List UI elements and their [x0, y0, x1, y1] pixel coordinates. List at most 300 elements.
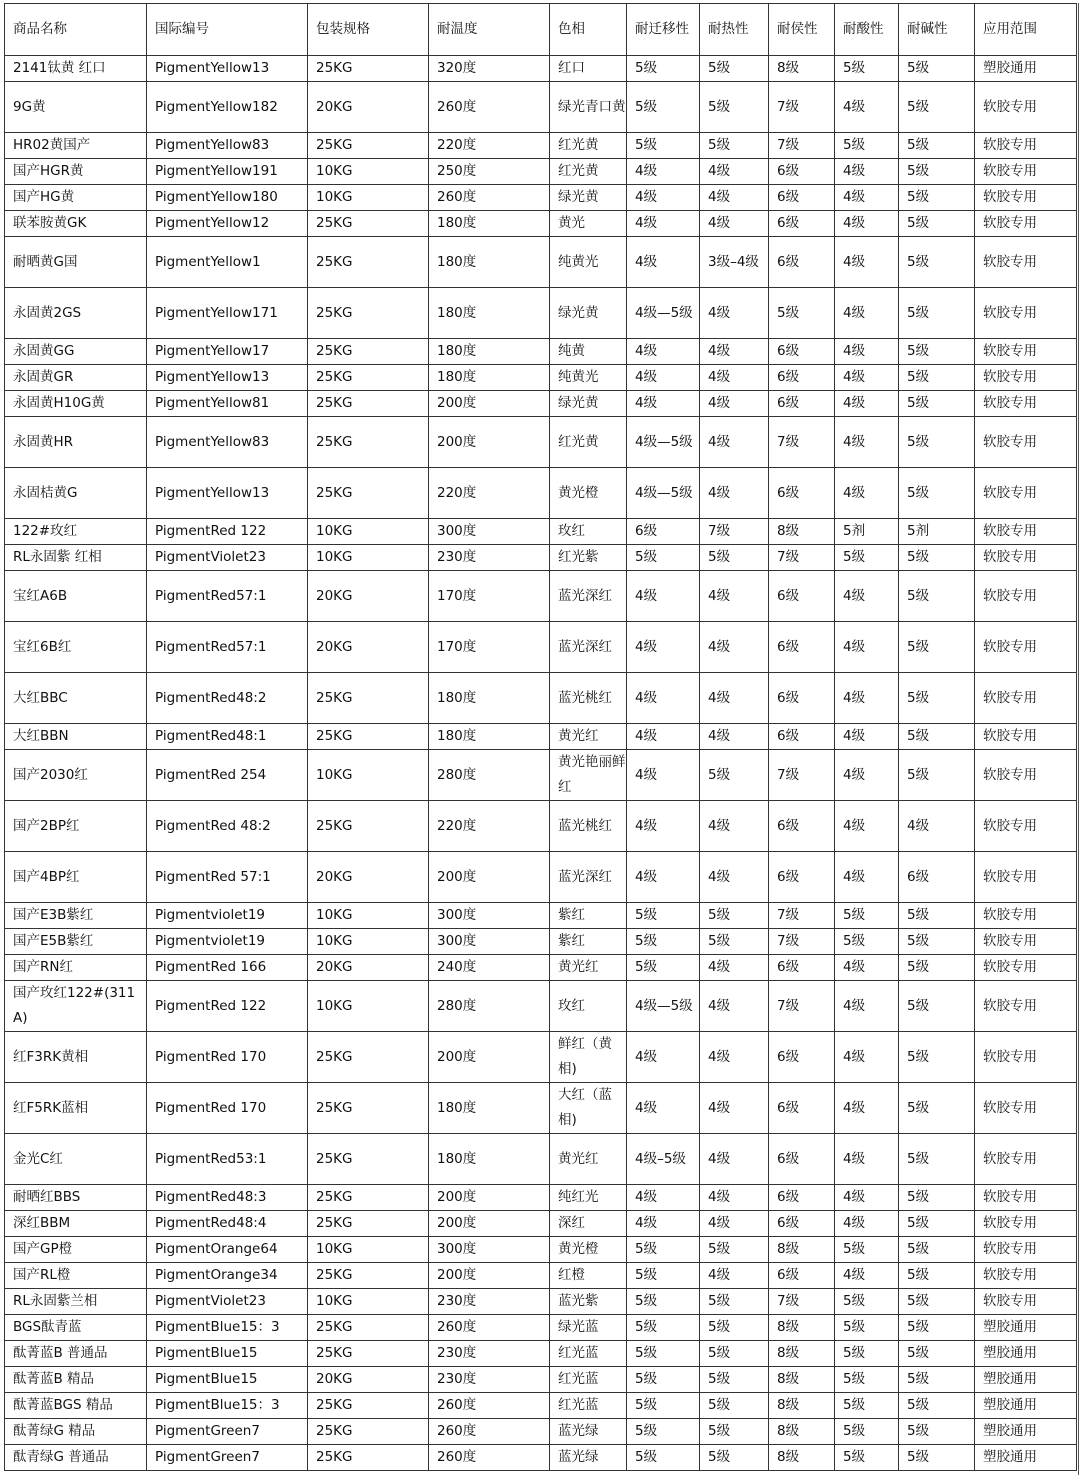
table-row [5, 519, 1077, 545]
cell-intl-code: PigmentGreen7 [147, 1445, 308, 1471]
cell-migration: 4级 [627, 622, 700, 673]
cell-product-name: 金光C红 [5, 1134, 147, 1185]
cell-heat: 5级 [700, 1289, 769, 1315]
cell-application: 软胶专用 [975, 185, 1077, 211]
cell-acid: 5级 [835, 1237, 899, 1263]
cell-package: 10KG [308, 545, 429, 571]
cell-temp-resistance: 200度 [429, 1211, 550, 1237]
cell-weather: 6级 [769, 159, 835, 185]
cell-product-name: 永固桔黄G [5, 468, 147, 519]
cell-product-name: 酞菁蓝B 普通品 [5, 1341, 147, 1367]
cell-product-name: 宝红6B红 [5, 622, 147, 673]
cell-acid: 4级 [835, 981, 899, 1032]
cell-product-name: 永固黄2GS [5, 288, 147, 339]
cell-temp-resistance: 180度 [429, 288, 550, 339]
cell-weather: 7级 [769, 417, 835, 468]
table-row [5, 1393, 1077, 1419]
cell-migration: 4级 [627, 673, 700, 724]
cell-application: 软胶专用 [975, 159, 1077, 185]
cell-weather: 7级 [769, 82, 835, 133]
cell-alkali: 5级 [899, 365, 975, 391]
cell-alkali: 5级 [899, 1289, 975, 1315]
cell-weather: 6级 [769, 1032, 835, 1083]
cell-application: 软胶专用 [975, 237, 1077, 288]
cell-intl-code: PigmentYellow13 [147, 468, 308, 519]
cell-acid: 4级 [835, 673, 899, 724]
cell-application: 软胶专用 [975, 750, 1077, 801]
cell-alkali: 5级 [899, 391, 975, 417]
cell-package: 25KG [308, 211, 429, 237]
cell-weather: 6级 [769, 571, 835, 622]
cell-intl-code: PigmentBlue15：3 [147, 1393, 308, 1419]
cell-temp-resistance: 200度 [429, 391, 550, 417]
cell-acid: 4级 [835, 750, 899, 801]
cell-weather: 6级 [769, 673, 835, 724]
cell-heat: 5级 [700, 903, 769, 929]
cell-package: 25KG [308, 288, 429, 339]
cell-intl-code: PigmentRed 122 [147, 981, 308, 1032]
cell-weather: 6级 [769, 1185, 835, 1211]
cell-shade: 黄光红 [550, 955, 627, 981]
header-cell-package: 包装规格 [308, 4, 429, 56]
cell-temp-resistance: 200度 [429, 852, 550, 903]
cell-intl-code: PigmentRed48:1 [147, 724, 308, 750]
cell-weather: 7级 [769, 750, 835, 801]
cell-acid: 4级 [835, 417, 899, 468]
cell-package: 25KG [308, 417, 429, 468]
cell-shade: 红光紫 [550, 545, 627, 571]
cell-migration: 5级 [627, 82, 700, 133]
cell-product-name: BGS酞青蓝 [5, 1315, 147, 1341]
cell-alkali: 5级 [899, 545, 975, 571]
cell-package: 10KG [308, 750, 429, 801]
cell-package: 25KG [308, 1445, 429, 1471]
table-row [5, 1083, 1077, 1134]
header-cell-product-name: 商品名称 [5, 4, 147, 56]
cell-temp-resistance: 280度 [429, 981, 550, 1032]
cell-weather: 8级 [769, 1341, 835, 1367]
cell-package: 20KG [308, 82, 429, 133]
cell-temp-resistance: 230度 [429, 545, 550, 571]
cell-migration: 5级 [627, 929, 700, 955]
cell-intl-code: PigmentViolet23 [147, 1289, 308, 1315]
cell-product-name: 联苯胺黄GK [5, 211, 147, 237]
cell-migration: 4级 [627, 339, 700, 365]
table-row [5, 1237, 1077, 1263]
cell-intl-code: PigmentOrange64 [147, 1237, 308, 1263]
cell-alkali: 5级 [899, 750, 975, 801]
cell-migration: 5级 [627, 1445, 700, 1471]
cell-shade: 黄光 [550, 211, 627, 237]
cell-temp-resistance: 260度 [429, 1315, 550, 1341]
cell-migration: 5级 [627, 133, 700, 159]
cell-temp-resistance: 200度 [429, 1185, 550, 1211]
cell-intl-code: PigmentBlue15 [147, 1367, 308, 1393]
cell-temp-resistance: 260度 [429, 1393, 550, 1419]
cell-application: 软胶专用 [975, 955, 1077, 981]
cell-acid: 5级 [835, 903, 899, 929]
cell-product-name: 大红BBN [5, 724, 147, 750]
cell-heat: 5级 [700, 133, 769, 159]
cell-package: 25KG [308, 1393, 429, 1419]
cell-product-name: 永固黄GR [5, 365, 147, 391]
cell-weather: 6级 [769, 801, 835, 852]
cell-application: 软胶专用 [975, 1185, 1077, 1211]
cell-migration: 4级 [627, 750, 700, 801]
cell-package: 10KG [308, 1237, 429, 1263]
cell-heat: 4级 [700, 288, 769, 339]
cell-intl-code: PigmentRed48:3 [147, 1185, 308, 1211]
cell-product-name: 耐晒红BBS [5, 1185, 147, 1211]
cell-shade: 黄光橙 [550, 468, 627, 519]
cell-acid: 4级 [835, 1032, 899, 1083]
cell-weather: 7级 [769, 903, 835, 929]
cell-heat: 5级 [700, 1315, 769, 1341]
cell-intl-code: PigmentRed 170 [147, 1083, 308, 1134]
cell-product-name: RL永固紫兰相 [5, 1289, 147, 1315]
header-cell-acid: 耐酸性 [835, 4, 899, 56]
cell-alkali: 5级 [899, 133, 975, 159]
cell-alkali: 5级 [899, 981, 975, 1032]
cell-temp-resistance: 220度 [429, 468, 550, 519]
cell-application: 软胶专用 [975, 1083, 1077, 1134]
cell-shade: 绿光青口黄 [550, 82, 627, 133]
cell-weather: 7级 [769, 545, 835, 571]
cell-migration: 4级 [627, 365, 700, 391]
cell-application: 软胶专用 [975, 1263, 1077, 1289]
cell-product-name: 国产GP橙 [5, 1237, 147, 1263]
cell-weather: 8级 [769, 1445, 835, 1471]
cell-migration: 4级—5级 [627, 417, 700, 468]
cell-migration: 5级 [627, 1419, 700, 1445]
cell-application: 软胶专用 [975, 133, 1077, 159]
cell-package: 20KG [308, 622, 429, 673]
cell-migration: 5级 [627, 955, 700, 981]
cell-shade: 黄光红 [550, 1134, 627, 1185]
cell-product-name: RL永固紫 红相 [5, 545, 147, 571]
cell-temp-resistance: 200度 [429, 1263, 550, 1289]
table-row [5, 1445, 1077, 1471]
cell-temp-resistance: 300度 [429, 903, 550, 929]
cell-heat: 5级 [700, 82, 769, 133]
cell-temp-resistance: 260度 [429, 1445, 550, 1471]
cell-migration: 4级—5级 [627, 288, 700, 339]
cell-migration: 5级 [627, 56, 700, 82]
cell-package: 25KG [308, 1134, 429, 1185]
cell-weather: 6级 [769, 1211, 835, 1237]
cell-application: 塑胶通用 [975, 1419, 1077, 1445]
cell-weather: 8级 [769, 1315, 835, 1341]
cell-shade: 绿光蓝 [550, 1315, 627, 1341]
cell-weather: 6级 [769, 852, 835, 903]
cell-package: 10KG [308, 929, 429, 955]
cell-application: 塑胶通用 [975, 1445, 1077, 1471]
cell-temp-resistance: 170度 [429, 622, 550, 673]
cell-migration: 4级 [627, 237, 700, 288]
cell-temp-resistance: 300度 [429, 929, 550, 955]
cell-product-name: 国产E5B紫红 [5, 929, 147, 955]
cell-temp-resistance: 180度 [429, 237, 550, 288]
cell-acid: 4级 [835, 237, 899, 288]
cell-weather: 8级 [769, 519, 835, 545]
cell-alkali: 5级 [899, 159, 975, 185]
cell-shade: 深红 [550, 1211, 627, 1237]
cell-migration: 5级 [627, 1367, 700, 1393]
cell-product-name: 永固黄GG [5, 339, 147, 365]
cell-heat: 5级 [700, 1341, 769, 1367]
cell-heat: 4级 [700, 1032, 769, 1083]
cell-shade: 黄光橙 [550, 1237, 627, 1263]
cell-package: 10KG [308, 1289, 429, 1315]
cell-heat: 4级 [700, 1134, 769, 1185]
table-header-row [5, 4, 1077, 56]
cell-migration: 4级–5级 [627, 1134, 700, 1185]
cell-weather: 7级 [769, 1289, 835, 1315]
cell-heat: 4级 [700, 159, 769, 185]
cell-application: 软胶专用 [975, 1289, 1077, 1315]
cell-product-name: 国产玫红122#(311A) [5, 981, 147, 1032]
table-row [5, 1341, 1077, 1367]
cell-heat: 4级 [700, 1263, 769, 1289]
cell-intl-code: PigmentRed 170 [147, 1032, 308, 1083]
cell-heat: 4级 [700, 955, 769, 981]
table-row [5, 852, 1077, 903]
cell-application: 软胶专用 [975, 622, 1077, 673]
cell-temp-resistance: 220度 [429, 133, 550, 159]
cell-weather: 6级 [769, 365, 835, 391]
cell-intl-code: PigmentRed53:1 [147, 1134, 308, 1185]
cell-product-name: 大红BBC [5, 673, 147, 724]
cell-shade: 玫红 [550, 981, 627, 1032]
cell-shade: 紫红 [550, 903, 627, 929]
cell-acid: 5级 [835, 133, 899, 159]
cell-migration: 4级 [627, 852, 700, 903]
cell-acid: 5级 [835, 1393, 899, 1419]
cell-migration: 5级 [627, 1315, 700, 1341]
cell-application: 软胶专用 [975, 571, 1077, 622]
cell-application: 软胶专用 [975, 981, 1077, 1032]
cell-heat: 5级 [700, 750, 769, 801]
cell-alkali: 5级 [899, 1263, 975, 1289]
cell-shade: 绿光黄 [550, 185, 627, 211]
cell-heat: 4级 [700, 185, 769, 211]
cell-product-name: 国产2BP红 [5, 801, 147, 852]
cell-heat: 4级 [700, 391, 769, 417]
cell-weather: 8级 [769, 1237, 835, 1263]
cell-shade: 紫红 [550, 929, 627, 955]
cell-alkali: 5级 [899, 1083, 975, 1134]
cell-package: 25KG [308, 1185, 429, 1211]
cell-application: 塑胶通用 [975, 1393, 1077, 1419]
table-row [5, 1289, 1077, 1315]
cell-shade: 纯黄光 [550, 237, 627, 288]
table-row [5, 1263, 1077, 1289]
cell-acid: 4级 [835, 622, 899, 673]
cell-intl-code: PigmentYellow83 [147, 133, 308, 159]
cell-acid: 4级 [835, 1263, 899, 1289]
table-row [5, 1032, 1077, 1083]
cell-acid: 4级 [835, 468, 899, 519]
cell-product-name: 酞青绿G 普通品 [5, 1445, 147, 1471]
table-row [5, 545, 1077, 571]
cell-intl-code: PigmentBlue15：3 [147, 1315, 308, 1341]
cell-heat: 3级–4级 [700, 237, 769, 288]
cell-package: 25KG [308, 724, 429, 750]
cell-migration: 4级 [627, 724, 700, 750]
cell-package: 25KG [308, 1315, 429, 1341]
table-row [5, 211, 1077, 237]
cell-intl-code: PigmentBlue15 [147, 1341, 308, 1367]
cell-intl-code: PigmentOrange34 [147, 1263, 308, 1289]
cell-alkali: 5级 [899, 417, 975, 468]
table-row [5, 1134, 1077, 1185]
cell-product-name: 国产2030红 [5, 750, 147, 801]
cell-package: 25KG [308, 1419, 429, 1445]
header-cell-temp-resistance: 耐温度 [429, 4, 550, 56]
cell-intl-code: PigmentRed 48:2 [147, 801, 308, 852]
cell-intl-code: PigmentRed 254 [147, 750, 308, 801]
cell-package: 25KG [308, 1211, 429, 1237]
cell-intl-code: PigmentRed 166 [147, 955, 308, 981]
cell-temp-resistance: 240度 [429, 955, 550, 981]
cell-acid: 5剂 [835, 519, 899, 545]
cell-migration: 5级 [627, 1263, 700, 1289]
cell-intl-code: Pigmentviolet19 [147, 929, 308, 955]
cell-migration: 4级 [627, 391, 700, 417]
cell-shade: 红光黄 [550, 159, 627, 185]
cell-intl-code: PigmentRed 57:1 [147, 852, 308, 903]
cell-shade: 红光蓝 [550, 1341, 627, 1367]
cell-weather: 6级 [769, 211, 835, 237]
table-row [5, 391, 1077, 417]
cell-alkali: 4级 [899, 801, 975, 852]
cell-intl-code: PigmentRed57:1 [147, 571, 308, 622]
cell-product-name: 酞菁蓝B 精品 [5, 1367, 147, 1393]
table-row [5, 365, 1077, 391]
cell-migration: 4级—5级 [627, 468, 700, 519]
cell-product-name: 国产RL橙 [5, 1263, 147, 1289]
cell-heat: 4级 [700, 673, 769, 724]
cell-alkali: 5级 [899, 1367, 975, 1393]
cell-product-name: 宝红A6B [5, 571, 147, 622]
cell-product-name: HR02黄国产 [5, 133, 147, 159]
cell-application: 软胶专用 [975, 1032, 1077, 1083]
table-row [5, 1211, 1077, 1237]
cell-intl-code: PigmentViolet23 [147, 545, 308, 571]
cell-shade: 黄光红 [550, 724, 627, 750]
header-cell-alkali: 耐碱性 [899, 4, 975, 56]
cell-package: 25KG [308, 1263, 429, 1289]
cell-weather: 8级 [769, 56, 835, 82]
cell-product-name: 红F5RK蓝相 [5, 1083, 147, 1134]
table-row [5, 955, 1077, 981]
table-row [5, 56, 1077, 82]
cell-weather: 6级 [769, 185, 835, 211]
cell-application: 塑胶通用 [975, 1367, 1077, 1393]
cell-intl-code: PigmentRed57:1 [147, 622, 308, 673]
cell-application: 软胶专用 [975, 545, 1077, 571]
cell-heat: 5级 [700, 56, 769, 82]
cell-package: 25KG [308, 391, 429, 417]
table-row [5, 468, 1077, 519]
cell-alkali: 5级 [899, 929, 975, 955]
cell-shade: 鲜红（黄相) [550, 1032, 627, 1083]
cell-product-name: 2141钛黄 红口 [5, 56, 147, 82]
cell-acid: 4级 [835, 159, 899, 185]
cell-temp-resistance: 220度 [429, 801, 550, 852]
cell-package: 10KG [308, 519, 429, 545]
cell-weather: 6级 [769, 1263, 835, 1289]
cell-product-name: 国产RN红 [5, 955, 147, 981]
cell-migration: 4级 [627, 801, 700, 852]
table-row [5, 724, 1077, 750]
cell-package: 25KG [308, 339, 429, 365]
cell-temp-resistance: 230度 [429, 1289, 550, 1315]
cell-shade: 蓝光桃红 [550, 673, 627, 724]
cell-weather: 6级 [769, 339, 835, 365]
cell-package: 20KG [308, 955, 429, 981]
cell-heat: 4级 [700, 571, 769, 622]
cell-intl-code: PigmentYellow1 [147, 237, 308, 288]
cell-heat: 4级 [700, 339, 769, 365]
cell-application: 软胶专用 [975, 724, 1077, 750]
cell-shade: 红光黄 [550, 133, 627, 159]
cell-heat: 4级 [700, 622, 769, 673]
cell-temp-resistance: 320度 [429, 56, 550, 82]
cell-intl-code: PigmentYellow180 [147, 185, 308, 211]
cell-acid: 4级 [835, 185, 899, 211]
cell-acid: 4级 [835, 724, 899, 750]
cell-product-name: 国产E3B紫红 [5, 903, 147, 929]
cell-temp-resistance: 180度 [429, 211, 550, 237]
cell-product-name: 国产HG黄 [5, 185, 147, 211]
cell-package: 25KG [308, 237, 429, 288]
cell-application: 软胶专用 [975, 468, 1077, 519]
cell-acid: 5级 [835, 1367, 899, 1393]
cell-weather: 6级 [769, 468, 835, 519]
cell-temp-resistance: 260度 [429, 82, 550, 133]
table-row [5, 673, 1077, 724]
cell-intl-code: PigmentRed48:4 [147, 1211, 308, 1237]
cell-heat: 4级 [700, 852, 769, 903]
cell-acid: 4级 [835, 955, 899, 981]
cell-shade: 玫红 [550, 519, 627, 545]
cell-shade: 绿光黄 [550, 288, 627, 339]
cell-temp-resistance: 180度 [429, 673, 550, 724]
cell-weather: 6级 [769, 955, 835, 981]
cell-heat: 4级 [700, 1185, 769, 1211]
cell-acid: 4级 [835, 1185, 899, 1211]
header-cell-intl-code: 国际编号 [147, 4, 308, 56]
cell-heat: 4级 [700, 468, 769, 519]
cell-product-name: 永固黄H10G黄 [5, 391, 147, 417]
cell-intl-code: PigmentYellow81 [147, 391, 308, 417]
cell-heat: 5级 [700, 1367, 769, 1393]
cell-weather: 7级 [769, 929, 835, 955]
cell-package: 25KG [308, 1083, 429, 1134]
cell-package: 25KG [308, 1032, 429, 1083]
cell-weather: 6级 [769, 1083, 835, 1134]
cell-package: 25KG [308, 56, 429, 82]
cell-alkali: 5级 [899, 955, 975, 981]
cell-shade: 大红（蓝相) [550, 1083, 627, 1134]
cell-heat: 5级 [700, 1445, 769, 1471]
header-cell-weather: 耐侯性 [769, 4, 835, 56]
cell-alkali: 5级 [899, 339, 975, 365]
cell-intl-code: PigmentRed 122 [147, 519, 308, 545]
cell-migration: 4级 [627, 185, 700, 211]
cell-heat: 5级 [700, 1237, 769, 1263]
